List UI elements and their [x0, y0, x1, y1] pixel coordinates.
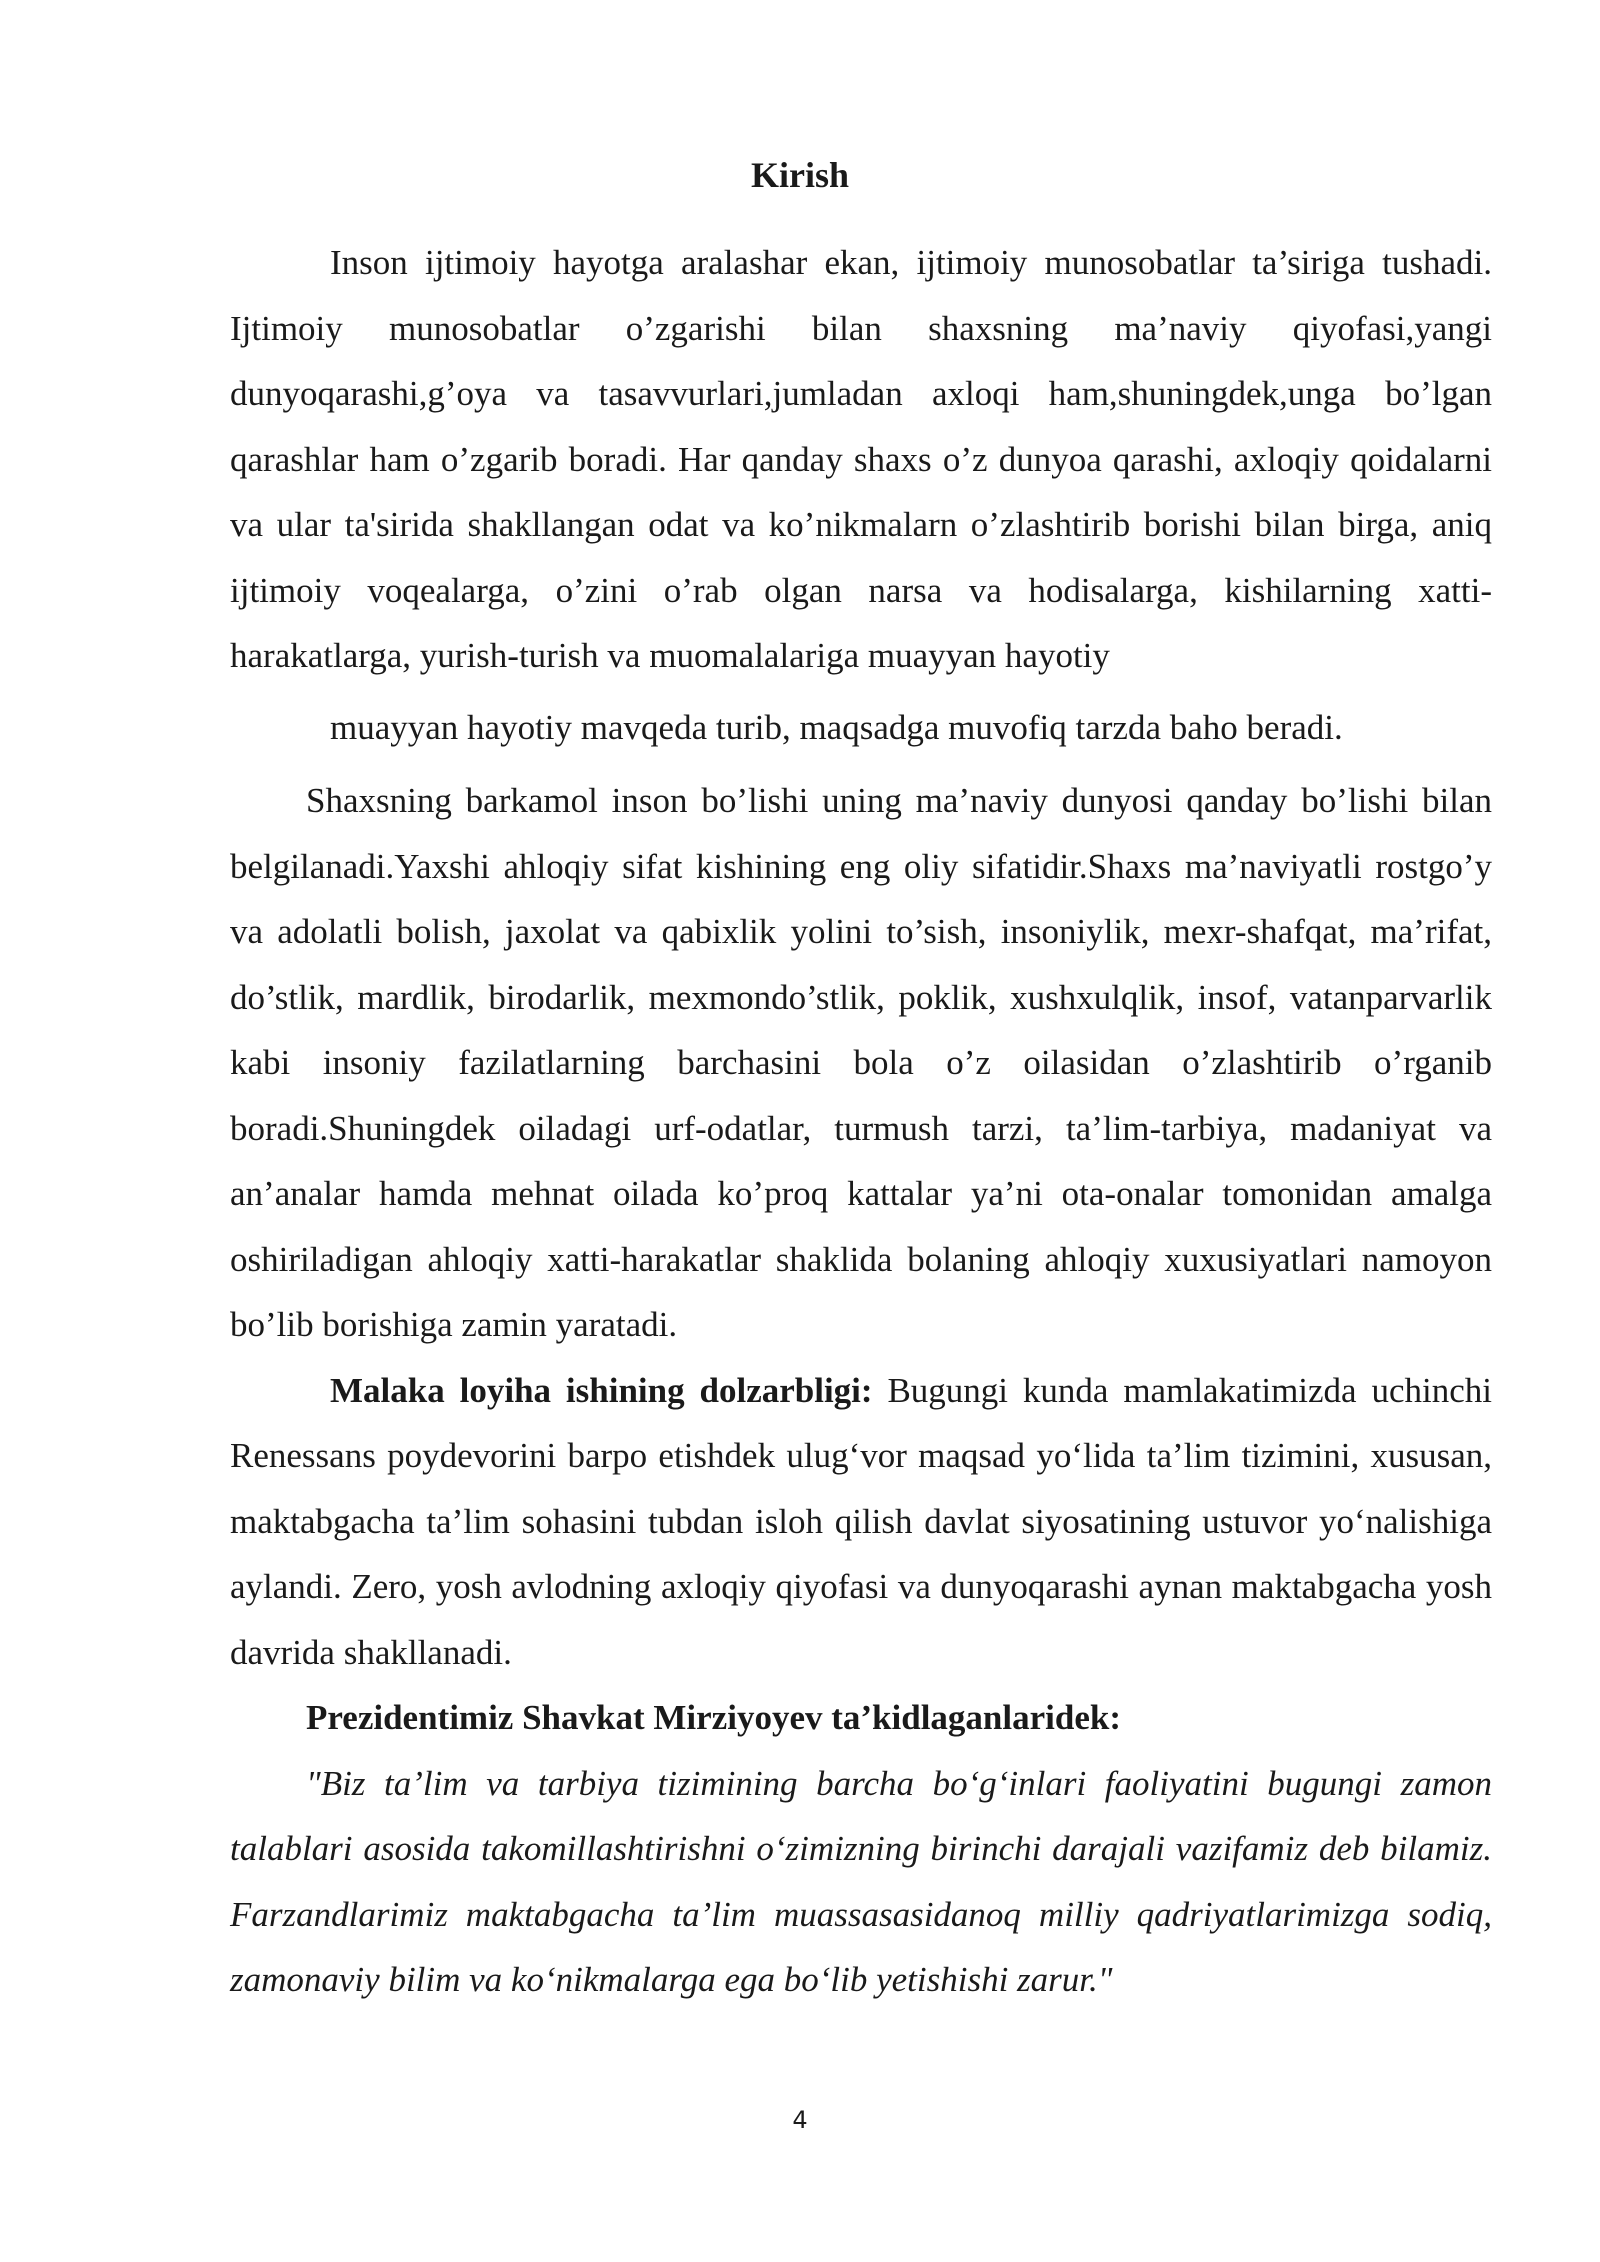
paragraph-1-main: Inson ijtimoiy hayotga aralashar ekan, ijtimoiy munosobatlar ta’siriga tushadi. Ijtimoiy munosobatlar o’zgarishi bilan shaxsning ma’naviy qiyofasi,yangi dunyoqarashi,g’oya va tasavvurlari,jumladan axloqi ham,shuningdek,unga bo’lgan qarashlar ham o’zgarib boradi. Har qanday shaxs o’z dunyoa qarashi, axloqiy qoidalarni va ular ta'sirida shakllangan odat va ko’nikmalarn o’zlashtirib borishi bilan birga, aniq ijtimoiy voqealarga, o’zini o’rab olgan narsa va hodisalarga, kishilarning xatti-harakatlarga, yurish-turish va muomalalariga muayyan hayotiy [230, 243, 1492, 675]
document-body [230, 230, 1492, 2013]
paragraph-2: Shaxsning barkamol inson bo’lishi uning ma’naviy dunyosi qanday bo’lishi bilan belgilanadi.Yaxshi ahloqiy sifat kishining eng oliy sifatidir.Shaxs ma’naviyatli rostgo’y va adolatli bolish, jaxolat va qabixlik yolini to’sish, insoniylik, mexr-shafqat, ma’rifat, do’stlik, mardlik, birodarlik, mexmondo’stlik, poklik, xushxulqlik, insof, vatanparvarlik kabi insoniy fazilatlarning barchasini bola o’z oilasidan o’zlashtirib o’rganib boradi.Shuningdek oiladagi urf-odatlar, turmush tarzi, ta’lim-tarbiya, madaniyat va an’analar hamda mehnat oilada ko’proq kattalar ya’ni ota-onalar tomonidan amalga oshiriladigan ahloqiy xatti-harakatlar shaklida bolaning ahloqiy xuxusiyatlari namoyon bo’lib borishiga zamin yaratadi. [230, 781, 1492, 1344]
president-heading: Prezidentimiz Shavkat Mirziyoyev ta’kidlaganlaridek: [306, 1698, 1121, 1737]
paragraph-3-text: Bugungi kunda mamlakatimizda uchinchi Renessans poydevorini barpo etishdek ulug‘vor maqsad yo‘lida ta’lim tizimini, xususan, maktabgacha ta’lim sohasini tubdan isloh qilish davlat siyosatining ustuvor yo‘nalishiga aylandi. Zero, yosh avlodning axloqiy qiyofasi va dunyoqarashi aynan maktabgacha yosh davrida shakllanadi. [230, 1370, 1492, 1672]
page-title: Kirish [750, 155, 849, 195]
paragraph-1 [230, 230, 1492, 760]
paragraph-1-end: muayyan hayotiy mavqeda turib, maqsadga muvofiq tarzda baho beradi. [330, 707, 1343, 747]
relevance-label: Malaka loyiha ishining dolzarbligi: [330, 1370, 873, 1410]
president-quote: "Biz ta’lim va tarbiya tizimining barcha bo‘g‘inlari faoliyatini bugungi zamon talablari asosida takomillashtirishni o‘zimizning birinchi darajali vazifamiz deb bilamiz. Farzandlarimiz maktabgacha ta’lim muassasasidanoq milliy qadriyatlarimizga sodiq, zamonaviy bilim va ko‘nikmalarga ega bo‘lib yetishishi zarur." [230, 1763, 1492, 1999]
paragraph-3 [230, 1358, 1492, 1686]
page-number: 4 [792, 2106, 808, 2134]
